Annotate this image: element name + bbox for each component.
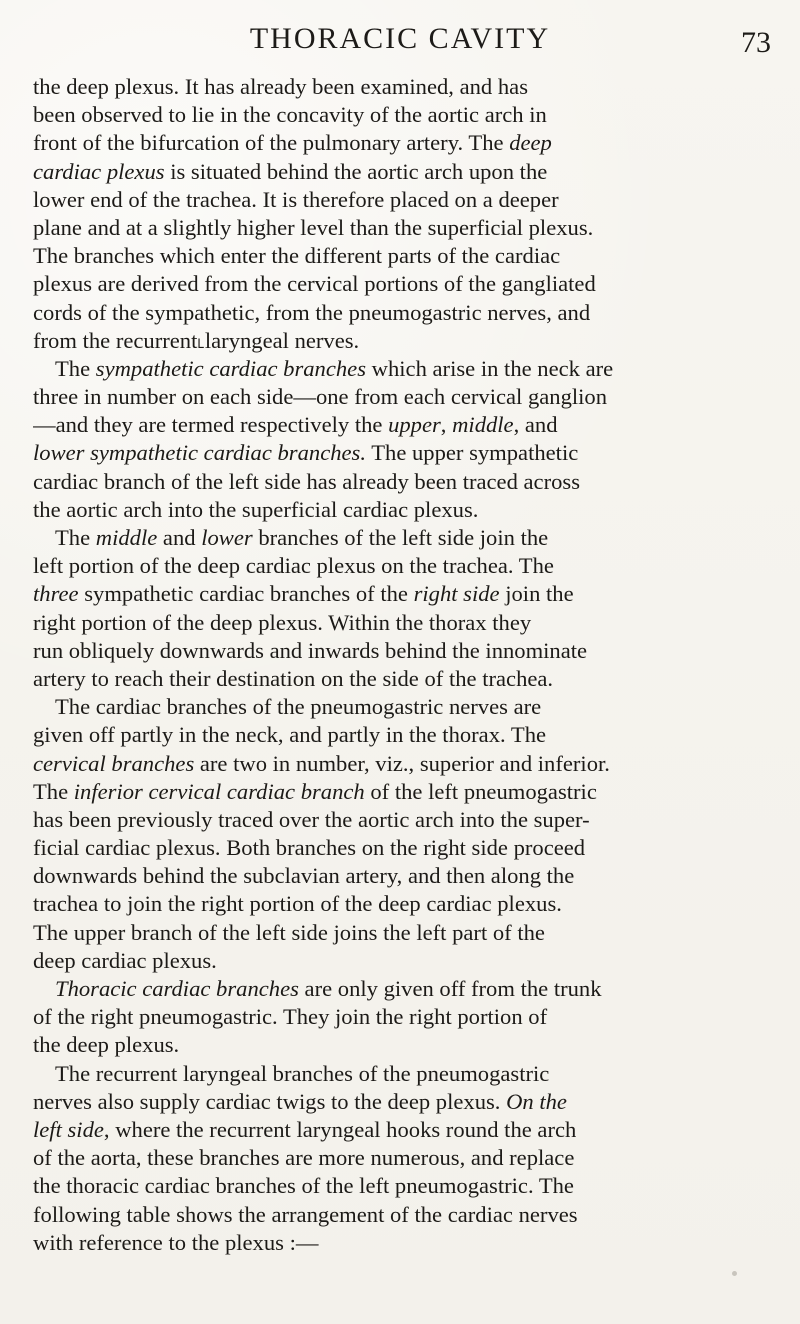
text-segment: —and they are termed respectively the [33,412,389,438]
text-segment: , where the recurrent laryngeal hooks round the arch [103,1116,577,1142]
text-line [33,383,773,411]
running-title: THORACIC CAVITY [249,22,551,55]
text-line [33,129,773,157]
text-segment: lower end of the trachea. It is therefore placed on a deeper [33,186,559,212]
text-line [33,552,773,580]
text-segment: The upper branch of the left side joins the left part of the [33,919,545,945]
text-segment: the aortic arch into the superficial cardiac plexus. [33,496,479,522]
text-segment: plexus are derived from the cervical portions of the gangliated [33,271,596,297]
text-line [33,778,773,806]
text-segment: are only given off from the trunk [298,976,602,1001]
text-line [33,327,773,355]
page-number: 73 [741,26,771,59]
text-line [33,1144,773,1172]
text-segment: downwards behind the subclavian artery, and then along the [33,863,575,889]
text-segment: with reference to the plexus :— [33,1229,319,1255]
body-text [33,73,773,1257]
text-line [33,270,773,298]
text-line [33,834,773,862]
text-segment: which arise in the neck are [366,355,614,381]
text-segment: , and [513,412,558,438]
text-segment: is situated behind the aortic arch upon the [164,158,548,184]
italic-text-segment: cervical branches [33,750,195,776]
text-segment: branches of the left side join the [252,525,549,550]
text-line [33,1172,773,1200]
text-segment: The [55,525,96,550]
text-segment: of the right pneumogastric. They join the right portion of [33,1004,548,1030]
text-line [33,721,773,749]
text-line [33,919,773,947]
italic-text-segment: lower [201,525,253,550]
text-segment: the deep plexus. It has already been examined, and has [33,74,528,99]
text-segment: ficial cardiac plexus. Both branches on the right side proceed [33,835,586,861]
text-line [33,1201,773,1229]
text-line [33,101,773,129]
text-line [33,186,773,214]
text-segment: front of the bifurcation of the pulmonary artery. The [33,130,510,156]
text-line [33,355,773,383]
text-segment: the thoracic cardiac branches of the left pneumogastric. The [33,1173,574,1199]
text-line [33,73,773,101]
text-line [33,580,773,608]
text-segment: The [33,778,74,804]
text-segment: of the left pneumogastric [364,778,597,804]
italic-text-segment: lower sympathetic cardiac branches. [33,440,366,466]
text-segment: and [157,525,202,550]
text-segment: The recurrent laryngeal branches of the pneumogastric [55,1060,550,1086]
text-segment: The upper sympathetic [365,440,579,466]
text-line [33,524,773,552]
italic-text-segment: middle [95,525,158,550]
text-segment: left portion of the deep cardiac plexus on the trachea. The [33,553,554,579]
text-segment: the deep plexus. [33,1032,180,1058]
italic-text-segment: Thoracic cardiac branches [55,976,299,1001]
text-line [33,806,773,834]
italic-text-segment: sympathetic cardiac branches [95,355,367,381]
text-segment: following table shows the arrangement of the cardiac nerves [33,1201,578,1227]
page-header [0,20,800,60]
paper-speck [732,1271,737,1276]
text-line [33,1003,773,1031]
text-segment: run obliquely downwards and inwards behind the innominate [33,637,588,663]
text-line [33,947,773,975]
text-segment: The branches which enter the different parts of the cardiac [33,243,561,269]
text-line [33,637,773,665]
text-line [33,439,773,467]
text-line [33,1229,773,1257]
italic-text-segment: middle [452,412,514,438]
text-segment: from the recurrent˪laryngeal nerves. [33,327,360,353]
text-segment: right portion of the deep plexus. Within the thorax they [33,609,532,635]
text-segment: has been previously traced over the aortic arch into the super- [33,806,590,832]
text-segment: , [440,412,453,438]
text-segment: cardiac branch of the left side has already been traced across [33,468,580,494]
text-line [33,665,773,693]
text-segment: deep cardiac plexus. [33,947,217,973]
text-segment: plane and at a slightly higher level than the superficial plexus. [33,214,594,240]
text-line [33,158,773,186]
text-segment: of the aorta, these branches are more numerous, and replace [33,1145,575,1171]
text-line [33,750,773,778]
text-line [33,468,773,496]
text-line [33,214,773,242]
text-segment: The [55,355,96,381]
text-segment: given off partly in the neck, and partly in the thorax. The [33,722,547,748]
italic-text-segment: On the [506,1088,567,1114]
italic-text-segment: three [33,581,79,607]
italic-text-segment: upper [388,412,441,438]
text-line [33,1060,773,1088]
text-segment: three in number on each side—one from each cervical ganglion [33,384,608,410]
italic-text-segment: left side [33,1116,104,1142]
text-segment: trachea to join the right portion of the deep cardiac plexus. [33,891,562,917]
text-line [33,862,773,890]
text-segment: sympathetic cardiac branches of the [78,581,414,607]
text-line [33,496,773,524]
text-line [33,609,773,637]
text-line [33,1088,773,1116]
italic-text-segment: inferior cervical cardiac branch [73,778,365,804]
text-line [33,1031,773,1059]
text-line [33,299,773,327]
italic-text-segment: right side [413,581,500,607]
italic-text-segment: deep [509,130,552,156]
text-line [33,975,773,1003]
text-line [33,242,773,270]
text-line [33,890,773,918]
text-line [33,1116,773,1144]
italic-text-segment: cardiac plexus [33,158,165,184]
text-segment: The cardiac branches of the pneumogastric nerves are [55,694,542,720]
text-line [33,411,773,439]
text-segment: join the [499,581,574,607]
text-line [33,693,773,721]
text-segment: been observed to lie in the concavity of the aortic arch in [33,102,547,128]
text-segment: are two in number, viz., superior and inferior. [194,750,610,776]
text-segment: nerves also supply cardiac twigs to the deep plexus. [33,1088,507,1114]
text-segment: artery to reach their destination on the side of the trachea. [33,665,554,691]
text-segment: cords of the sympathetic, from the pneumogastric nerves, and [33,299,591,325]
